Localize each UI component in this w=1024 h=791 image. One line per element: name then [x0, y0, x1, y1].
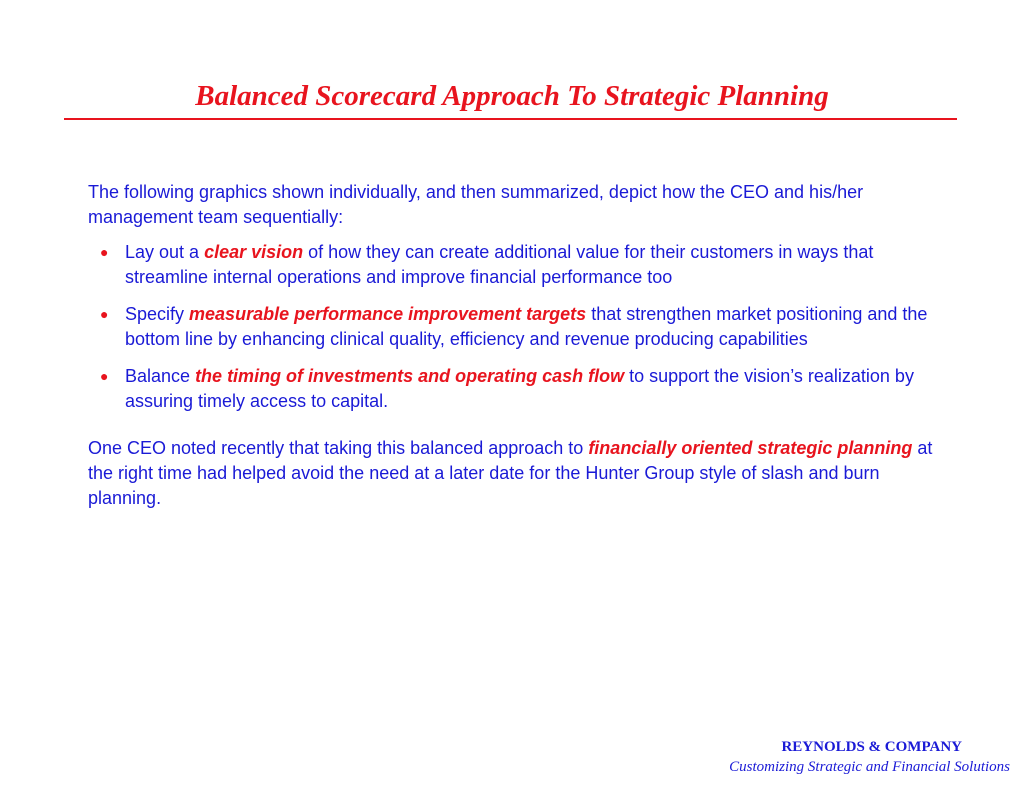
bullet-text-before: Balance [125, 366, 196, 386]
bullet-icon: ● [100, 244, 109, 260]
closing-emphasis: financially oriented strategic planning [588, 438, 913, 458]
footer-tagline: Customizing Strategic and Financial Solutions [729, 759, 1010, 775]
bullet-icon: ● [100, 306, 109, 322]
bullet-emphasis: clear vision [204, 242, 304, 262]
bullet-text-after: that strengthen market positioning and the bottom line by enhancing clinical quality, efficiency and revenue producing capabilities [125, 304, 928, 349]
bullet-text-after: to support the vision’s realization by assuring timely access to capital. [125, 366, 914, 411]
bullet-icon: ● [100, 368, 109, 384]
closing-text-after: at the right time had helped avoid the need at a later date for the Hunter Group style of slash and burn planning. [88, 438, 933, 508]
bullet-item [88, 240, 948, 290]
bullet-item [88, 364, 948, 414]
bullet-text-after: of how they can create additional value for their customers in ways that streamline internal operations and improve financial performance too [125, 242, 874, 287]
closing-paragraph [88, 436, 948, 511]
intro-paragraph: The following graphics shown individually, and then summarized, depict how the CEO and his/her management team sequentially: [88, 182, 864, 227]
title-divider [64, 118, 957, 120]
bullet-emphasis: measurable performance improvement targets [189, 304, 587, 324]
bullet-text-before: Specify [125, 304, 190, 324]
bullet-text-before: Lay out a [125, 242, 205, 262]
footer-company-name: REYNOLDS & COMPANY [781, 739, 962, 755]
bullet-list [88, 240, 948, 414]
body-content [88, 180, 948, 521]
bullet-item [88, 302, 948, 352]
page-title: Balanced Scorecard Approach To Strategic Planning [195, 80, 829, 112]
footer [729, 737, 1010, 777]
bullet-emphasis: the timing of investments and operating cash flow [195, 366, 625, 386]
closing-text-before: One CEO noted recently that taking this balanced approach to [88, 438, 589, 458]
